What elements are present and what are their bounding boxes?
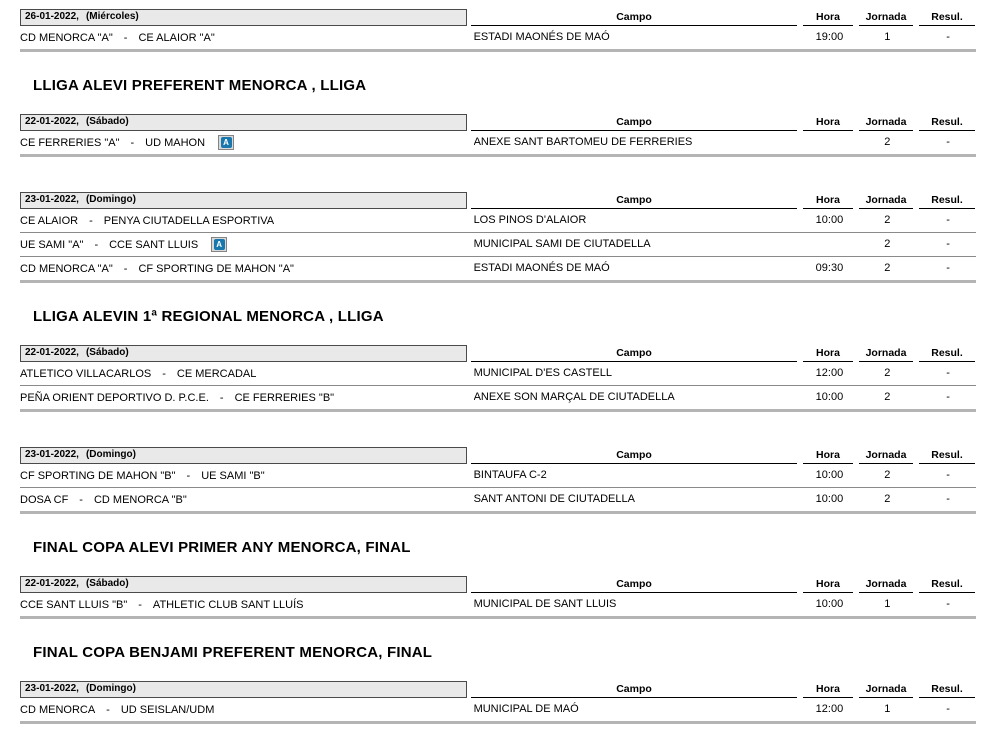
column-header-resul: Resul. [919,192,975,209]
time-cell: 12:00 [815,703,844,715]
result-cell: - [946,238,950,250]
match-row [20,386,976,409]
match-flag-icon[interactable] [218,135,234,150]
match-teams [20,464,470,487]
matchday-cell: 1 [884,703,891,715]
matchday-cell: 2 [884,493,891,505]
fixture-table [20,9,976,52]
matchday-cell: 2 [884,262,891,274]
matchday-cell: 1 [884,598,891,610]
weekday-label: (Sábado) [85,347,129,358]
column-header-campo: Campo [471,681,797,698]
match-teams [20,362,470,385]
match-row [20,131,976,154]
match-teams [20,257,470,280]
time-cell: 10:00 [815,391,844,403]
away-team-name: CD MENORCA "B" [93,493,187,506]
vs-separator: - [123,31,128,44]
vs-separator: - [89,214,93,227]
away-team-name: CE ALAIOR "A" [138,31,215,44]
match-row [20,209,976,233]
date-label: 22-01-2022, [25,116,79,127]
vs-separator: - [94,238,99,251]
table-header [20,192,976,209]
match-row [20,464,976,488]
match-row [20,26,976,49]
matchday-cell: 2 [884,214,891,226]
vs-separator: - [219,391,224,404]
away-team-name: CE MERCADAL [176,367,257,380]
competition-section [20,9,1000,52]
venue-cell: MUNICIPAL DE SANT LLUIS [473,598,617,610]
weekday-label: (Miércoles) [85,11,139,22]
venue-cell: MUNICIPAL D'ES CASTELL [473,367,612,379]
time-cell: 10:00 [815,214,844,226]
time-cell [805,233,855,256]
column-header-jornada: Jornada [859,192,913,209]
competition-title: FINAL COPA ALEVI PRIMER ANY MENORCA, FINAL [33,539,411,556]
match-teams [20,233,470,256]
home-team-name: DOSA CF [20,493,69,506]
table-header [20,447,976,464]
table-header [20,681,976,698]
competition-title: FINAL COPA BENJAMI PREFERENT MENORCA, FINAL [33,644,433,661]
match-row [20,257,976,280]
competition-section [20,77,1000,283]
table-header [20,345,976,362]
away-team-name: CF SPORTING DE MAHON "A" [138,262,294,275]
column-header-hora: Hora [803,345,853,362]
date-header-box [20,192,467,209]
home-team-name: PEÑA ORIENT DEPORTIVO D. P.C.E. [20,391,209,404]
venue-cell: MUNICIPAL DE MAÓ [473,703,579,715]
competition-title: LLIGA ALEVIN 1ª REGIONAL MENORCA , LLIGA [33,308,384,325]
table-header [20,576,976,593]
column-header-resul: Resul. [919,9,975,26]
venue-cell: SANT ANTONI DE CIUTADELLA [473,493,635,505]
column-header-jornada: Jornada [859,447,913,464]
column-header-hora: Hora [803,114,853,131]
vs-separator: - [162,367,166,380]
column-header-campo: Campo [471,9,797,26]
column-header-resul: Resul. [919,447,975,464]
column-header-resul: Resul. [919,576,975,593]
away-team-name: UE SAMI "B" [201,469,265,482]
weekday-label: (Domingo) [85,194,136,205]
date-label: 23-01-2022, [25,449,79,460]
away-team-name: CE FERRERIES "B" [234,391,335,404]
match-teams [20,26,470,49]
table-header [20,9,976,26]
match-teams [20,698,470,721]
home-team-name: CCE SANT LLUIS "B" [20,598,128,611]
away-team-name: ATHLETIC CLUB SANT LLUÍS [152,598,304,611]
date-header-box [20,681,467,698]
home-team-name: UE SAMI "A" [20,238,84,251]
match-teams [20,131,470,154]
column-header-resul: Resul. [919,114,975,131]
venue-cell: BINTAUFA C-2 [473,469,547,481]
weekday-label: (Sábado) [85,578,129,589]
time-cell [805,131,855,154]
column-header-hora: Hora [803,681,853,698]
date-label: 26-01-2022, [25,11,79,22]
result-cell: - [946,469,950,481]
vs-separator: - [138,598,142,611]
fixture-table [20,192,976,283]
home-team-name: ATLETICO VILLACARLOS [20,367,152,380]
result-cell: - [946,367,950,379]
competition-section [20,539,1000,619]
competition-section [20,308,1000,514]
matchday-cell: 2 [884,367,891,379]
weekday-label: (Domingo) [85,449,136,460]
matchday-cell: 2 [884,238,891,250]
fixture-table [20,447,976,514]
match-row [20,362,976,386]
time-cell: 10:00 [815,493,844,505]
match-teams [20,209,470,232]
venue-cell: ESTADI MAONÉS DE MAÓ [473,31,610,43]
column-header-hora: Hora [803,192,853,209]
time-cell: 12:00 [815,367,844,379]
column-header-jornada: Jornada [859,681,913,698]
home-team-name: CE ALAIOR [20,214,79,227]
vs-separator: - [130,136,135,149]
table-header [20,114,976,131]
venue-cell: ESTADI MAONÉS DE MAÓ [473,262,610,274]
matchday-cell: 1 [884,31,891,43]
vs-separator: - [79,493,83,506]
vs-separator: - [123,262,128,275]
result-cell: - [946,703,950,715]
matchday-cell: 2 [884,136,891,148]
column-header-jornada: Jornada [859,114,913,131]
result-cell: - [946,136,950,148]
result-cell: - [946,391,950,403]
match-teams [20,593,470,616]
weekday-label: (Sábado) [85,116,129,127]
result-cell: - [946,31,950,43]
venue-cell: MUNICIPAL SAMI DE CIUTADELLA [473,238,651,250]
result-cell: - [946,493,950,505]
date-label: 22-01-2022, [25,578,79,589]
date-label: 22-01-2022, [25,347,79,358]
home-team-name: CE FERRERIES "A" [20,136,120,149]
time-cell: 10:00 [815,598,844,610]
fixture-table [20,681,976,724]
fixture-table [20,576,976,619]
time-cell: 19:00 [815,31,844,43]
date-header-box [20,576,467,593]
matchday-cell: 2 [884,391,891,403]
time-cell: 09:30 [815,262,844,274]
date-label: 23-01-2022, [25,683,79,694]
result-cell: - [946,214,950,226]
match-row [20,488,976,511]
vs-separator: - [186,469,191,482]
column-header-jornada: Jornada [859,9,913,26]
away-team-name: UD MAHON [145,136,206,149]
date-header-box [20,114,467,131]
away-team-name: CCE SANT LLUIS [109,238,199,251]
home-team-name: CD MENORCA "A" [20,31,113,44]
column-header-jornada: Jornada [859,576,913,593]
match-teams [20,488,470,511]
flag-letter: A [221,137,232,148]
match-row [20,233,976,257]
column-header-campo: Campo [471,345,797,362]
column-header-campo: Campo [471,114,797,131]
time-cell: 10:00 [815,469,844,481]
column-header-campo: Campo [471,447,797,464]
competition-title: LLIGA ALEVI PREFERENT MENORCA , LLIGA [33,77,367,94]
flag-letter: A [214,239,225,250]
column-header-campo: Campo [471,576,797,593]
date-header-box [20,345,467,362]
match-flag-icon[interactable] [211,237,227,252]
away-team-name: UD SEISLAN/UDM [120,703,215,716]
home-team-name: CF SPORTING DE MAHON "B" [20,469,176,482]
competition-section [20,644,1000,724]
date-header-box [20,447,467,464]
column-header-hora: Hora [803,9,853,26]
venue-cell: ANEXE SANT BARTOMEU DE FERRERIES [473,136,693,148]
fixture-table [20,114,976,157]
match-teams [20,386,470,409]
weekday-label: (Domingo) [85,683,136,694]
match-row [20,698,976,721]
date-label: 23-01-2022, [25,194,79,205]
fixture-table [20,345,976,412]
date-header-box [20,9,467,26]
column-header-jornada: Jornada [859,345,913,362]
column-header-hora: Hora [803,447,853,464]
venue-cell: LOS PINOS D'ALAIOR [473,214,587,226]
column-header-hora: Hora [803,576,853,593]
away-team-name: PENYA CIUTADELLA ESPORTIVA [103,214,275,227]
result-cell: - [946,262,950,274]
vs-separator: - [106,703,110,716]
result-cell: - [946,598,950,610]
column-header-campo: Campo [471,192,797,209]
matchday-cell: 2 [884,469,891,481]
match-row [20,593,976,616]
home-team-name: CD MENORCA "A" [20,262,113,275]
column-header-resul: Resul. [919,345,975,362]
column-header-resul: Resul. [919,681,975,698]
venue-cell: ANEXE SON MARÇAL DE CIUTADELLA [473,391,675,403]
home-team-name: CD MENORCA [20,703,96,716]
